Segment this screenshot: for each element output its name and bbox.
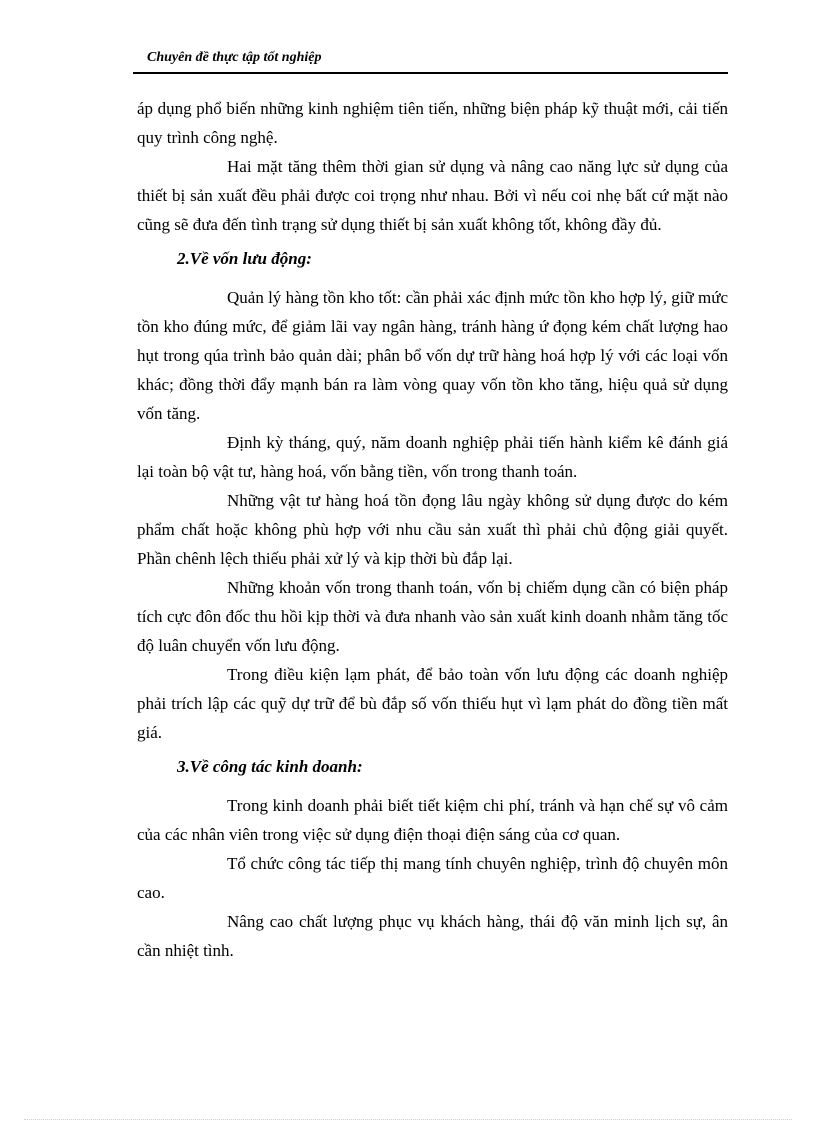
- paragraph-6: Những khoản vốn trong thanh toán, vốn bị chiếm dụng cần có biện pháp tích cực đôn đốc thu hồi kịp thời và đưa nhanh vào sản xuất kinh doanh nhằm tăng tốc độ luân chuyển vốn lưu động.: [137, 578, 728, 655]
- paragraph-9: Tổ chức công tác tiếp thị mang tính chuyên nghiệp, trình độ chuyên môn cao.: [137, 854, 728, 902]
- paragraph-5: Những vật tư hàng hoá tồn đọng lâu ngày không sử dụng được do kém phẩm chất hoặc không phù hợp với nhu cầu sản xuất thì phải chủ động giải quyết. Phần chênh lệch thiếu phải xử lý và kịp thời bù đắp lại.: [137, 491, 728, 568]
- paragraph-10: Nâng cao chất lượng phục vụ khách hàng, thái độ văn minh lịch sự, ân cần nhiệt tình.: [137, 912, 728, 960]
- page-bottom-divider: [24, 1119, 792, 1120]
- section-heading-working-capital: 2.Về vốn lưu động:: [177, 249, 312, 268]
- paragraph-4: Định kỳ tháng, quý, năm doanh nghiệp phải tiến hành kiểm kê đánh giá lại toàn bộ vật tư, hàng hoá, vốn bằng tiền, vốn trong thanh toán.: [137, 433, 728, 481]
- paragraph-2: Hai mặt tăng thêm thời gian sử dụng và nâng cao năng lực sử dụng của thiết bị sản xuất đều phải được coi trọng như nhau. Bởi vì nếu coi nhẹ bất cứ mặt nào cũng sẽ đưa đến tình trạng sử dụng thiết bị sản xuất không tốt, không đầy đủ.: [137, 157, 728, 234]
- page-header: [133, 48, 728, 74]
- document-body: [137, 94, 728, 965]
- section-heading-business: 3.Về công tác kinh doanh:: [177, 757, 363, 776]
- paragraph-8: Trong kinh doanh phải biết tiết kiệm chi phí, tránh và hạn chế sự vô cảm của các nhân viên trong việc sử dụng điện thoại điện sáng của cơ quan.: [137, 796, 728, 844]
- header-title: Chuyên đề thực tập tốt nghiệp: [147, 50, 322, 65]
- paragraph-1: áp dụng phổ biến những kinh nghiệm tiên tiến, những biện pháp kỹ thuật mới, cải tiến quy trình công nghệ.: [137, 99, 728, 147]
- paragraph-7: Trong điều kiện lạm phát, để bảo toàn vốn lưu động các doanh nghiệp phải trích lập các quỹ dự trữ để bù đắp số vốn thiếu hụt vì lạm phát do đồng tiền mất giá.: [137, 665, 728, 742]
- paragraph-3: Quản lý hàng tồn kho tốt: cần phải xác định mức tồn kho hợp lý, giữ mức tồn kho đúng mức, để giảm lãi vay ngân hàng, tránh hàng ứ đọng kém chất lượng hao hụt trong qúa trình bảo quản dài; phân bổ vốn dự trữ hàng hoá hợp lý với các loại vốn khác; đồng thời đẩy mạnh bán ra làm vòng quay vốn tồn kho tăng, hiệu quả sử dụng vốn tăng.: [137, 288, 728, 423]
